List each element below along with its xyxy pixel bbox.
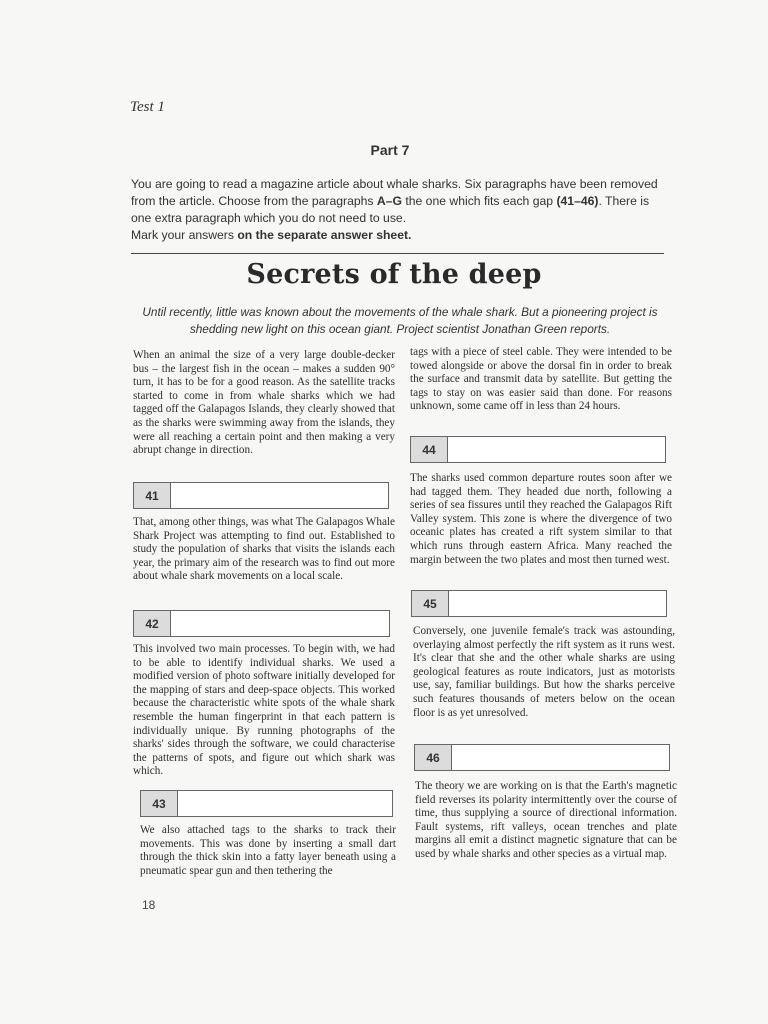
paragraph-text: This involved two main processes. To begin with, we had to be able to identify individual sharks. We used a modified version of photo software initially developed for the mapping of stars and deep-space objects. This worked because the characteristic white spots of the whale shark resemble the human fingerprint in that each pattern is individually unique. By running photographs of the sharks' sides through the software, we could characterise the patterns of spots, and figure out which shark was which. bbox=[133, 643, 395, 778]
article-standfirst: Until recently, little was known about the movements of the whale shark. But a pioneering project is shedding new light on this ocean giant. Project scientist Jonathan Green reports. bbox=[142, 305, 658, 336]
gap-range: (41–46) bbox=[556, 194, 599, 208]
instructions-text: You are going to read a magazine article about whale sharks. Six paragraphs have been removed from the article. Choose from the paragraphs bbox=[131, 177, 658, 208]
paragraph-text: That, among other things, was what The Galapagos Whale Shark Project was attempting to find out. Established to study the population of sharks that visits the islands each year, the primary aim of the research was to find out more about whale shark movements on a local scale. bbox=[133, 516, 395, 583]
gap-number: 44 bbox=[411, 437, 448, 462]
gap-45[interactable] bbox=[411, 590, 667, 617]
divider bbox=[131, 253, 664, 254]
test-label: Test 1 bbox=[130, 99, 165, 115]
article-headline: Secrets of the deep bbox=[246, 259, 542, 290]
answer-instruction: Mark your answers bbox=[131, 228, 238, 242]
paragraph-text: We also attached tags to the sharks to track their movements. This was done by inserting a small dart through the thick skin into a fatty layer beneath using a pneumatic spear gun and then tethering the bbox=[140, 824, 396, 877]
paragraph-text: When an animal the size of a very large double-decker bus – the largest fish in the ocean – makes a sudden 90° turn, it has to be for a good reason. As the satellite tracks started to come in from whale sharks which we had tagged off the Galapagos Islands, they clearly showed that as the sharks were swimming away from the islands, they were all reaching a certain point and then making a very abrupt change in direction. bbox=[133, 349, 395, 457]
paragraph-text: tags with a piece of steel cable. They were intended to be towed alongside or above the dorsal fin in order to break the surface and transmit data by satellite. But getting the tags to stay on was easier said than done. For reasons unknown, some came off in less than 24 hours. bbox=[410, 346, 672, 413]
article-paragraph bbox=[413, 625, 675, 720]
page-number: 18 bbox=[142, 898, 156, 912]
article-paragraph bbox=[415, 780, 677, 862]
instructions-text: . There is one extra paragraph which you do not need to use. bbox=[131, 194, 650, 225]
gap-46[interactable] bbox=[414, 744, 670, 771]
instructions bbox=[131, 176, 671, 244]
gap-43[interactable] bbox=[140, 790, 393, 817]
gap-number: 43 bbox=[141, 791, 178, 816]
article-paragraph bbox=[133, 349, 395, 458]
article-paragraph bbox=[140, 824, 396, 878]
paragraph-text: The theory we are working on is that the Earth's magnetic field reverses its polarity intermittently over the course of time, thus supplying a source of directional information. Fault systems, rift valleys, ocean trenches and plate margins all emit a distinct magnetic signature that can be used by whale sharks and other species as a virtual map. bbox=[415, 780, 677, 860]
paragraph-range: A–G bbox=[376, 194, 402, 208]
gap-number: 46 bbox=[415, 745, 452, 770]
article-paragraph bbox=[410, 346, 672, 414]
paragraph-text: The sharks used common departure routes soon after we had tagged them. They headed due north, following a series of sea fissures until they reached the Galapagos Rift Valley system. This zone is where the divergence of two oceanic plates has created a rift system similar to that which runs through eastern Africa. Many reached the margin between the two plates and most then turned west. bbox=[410, 472, 672, 566]
gap-number: 41 bbox=[134, 483, 171, 508]
article-paragraph bbox=[133, 516, 395, 584]
gap-number: 42 bbox=[134, 611, 171, 636]
gap-44[interactable] bbox=[410, 436, 666, 463]
article-paragraph bbox=[410, 472, 672, 567]
paragraph-text: Conversely, one juvenile female's track was astounding, overlaying almost perfectly the rift system as it runs west. It's clear that she and the other whale sharks are using geological features as route indicators, just as motorists use, say, familiar buildings. But how the sharks perceive such features thousands of meters below on the ocean floor is as yet unresolved. bbox=[413, 625, 675, 719]
gap-42[interactable] bbox=[133, 610, 390, 637]
gap-41[interactable] bbox=[133, 482, 389, 509]
part-title: Part 7 bbox=[370, 142, 410, 158]
instructions-text: the one which fits each gap bbox=[401, 194, 557, 208]
answer-sheet-note: on the separate answer sheet. bbox=[237, 228, 412, 242]
gap-number: 45 bbox=[412, 591, 449, 616]
article-paragraph bbox=[133, 643, 395, 779]
